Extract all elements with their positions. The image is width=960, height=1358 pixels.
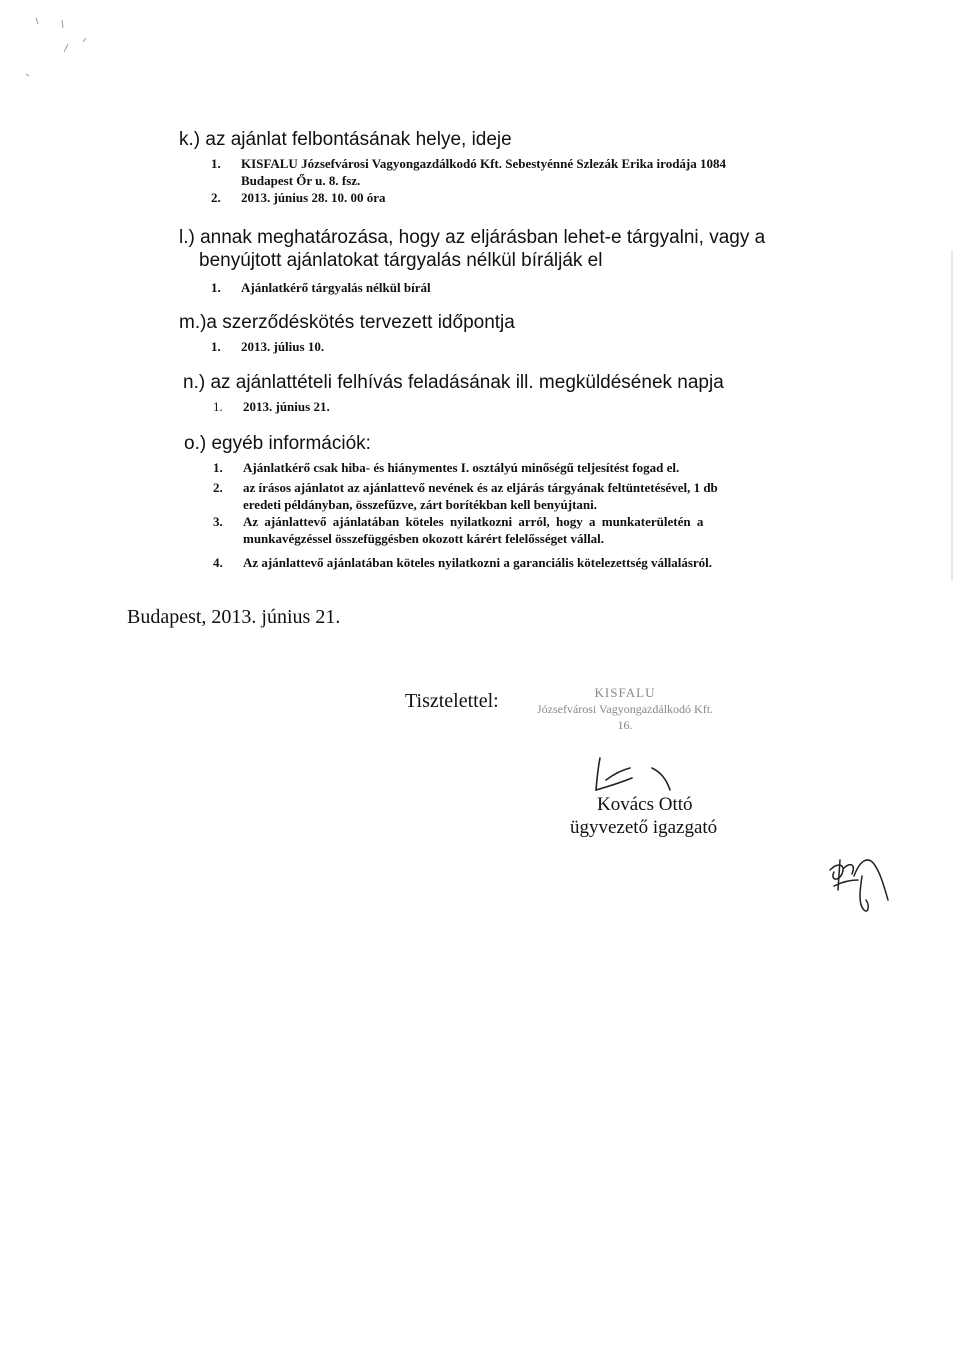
item-number: 1.	[211, 280, 221, 295]
item-number: 2.	[211, 190, 221, 205]
stamp-line-3: 16.	[617, 718, 633, 732]
item-text: 2013. június 28. 10. 00 óra	[241, 190, 386, 205]
place-date: Budapest, 2013. június 21.	[127, 606, 341, 628]
stamp-line-1: KISFALU	[594, 685, 656, 700]
section-o-item-2	[213, 479, 839, 513]
item-number: 1.	[211, 156, 221, 171]
section-o-item-3	[213, 513, 839, 547]
item-text: 2013. július 10.	[241, 339, 325, 354]
item-text-line1: Az ajánlattevő ajánlatában köteles nyilatkozni arról, hogy a munkaterületén a	[243, 514, 704, 529]
signer-title: ügyvezető igazgató	[570, 817, 718, 838]
company-stamp	[510, 684, 740, 733]
item-text-line1: KISFALU Józsefvárosi Vagyongazdálkodó Kft. Sebestyénné Szlezák Erika irodája 1084	[241, 156, 726, 171]
item-number: 1.	[211, 339, 221, 354]
section-k-heading: k.) az ajánlat felbontásának helye, ideje	[179, 129, 512, 150]
initials-scribble	[820, 850, 900, 930]
item-text: Ajánlatkérő tárgyalás nélkül bírál	[241, 280, 431, 295]
stamp-line-2: Józsefvárosi Vagyongazdálkodó Kft.	[536, 702, 714, 716]
item-text-line1: az írásos ajánlatot az ajánlattevő nevének és az eljárás tárgyának feltüntetésével, 1 db	[243, 480, 718, 495]
section-m-item-1	[211, 338, 511, 355]
section-l-item-1	[211, 279, 711, 296]
item-number: 2.	[213, 480, 223, 495]
item-text-line2: Budapest Őr u. 8. fsz.	[241, 173, 361, 188]
section-k-item-1	[211, 155, 851, 189]
signer-name: Kovács Ottó	[597, 794, 693, 815]
item-number: 1.	[213, 460, 223, 475]
item-text: Ajánlatkérő csak hiba- és hiánymentes I. osztályú minőségű teljesítést fogad el.	[243, 460, 680, 475]
item-text: 2013. június 21.	[243, 399, 330, 414]
section-n-item-1	[213, 398, 513, 415]
section-l-heading-line1: l.) annak meghatározása, hogy az eljárásban lehet-e tárgyalni, vagy a	[179, 227, 766, 248]
item-number: 1.	[213, 399, 223, 414]
item-number: 3.	[213, 514, 223, 529]
item-number: 4.	[213, 555, 223, 570]
section-m-heading: m.)a szerződéskötés tervezett időpontja	[179, 312, 515, 333]
section-n-heading: n.) az ajánlattételi felhívás feladásának ill. megküldésének napja	[183, 372, 724, 393]
section-k-item-2	[211, 189, 851, 206]
section-l-heading-line2: benyújtott ajánlatokat tárgyalás nélkül bírálják el	[199, 250, 603, 271]
section-o-item-1	[213, 459, 853, 476]
section-o-item-4	[213, 554, 853, 571]
section-o-heading: o.) egyéb információk:	[184, 433, 371, 454]
item-text: Az ajánlattevő ajánlatában köteles nyilatkozni a garanciális kötelezettség vállalásról.	[243, 555, 713, 570]
closing-salutation: Tisztelettel:	[405, 690, 499, 712]
item-text-line2: eredeti példányban, összefűzve, zárt borítékban kell benyújtani.	[243, 497, 598, 512]
item-text-line2: munkavégzéssel összefüggésben okozott kárért felelősséget vállal.	[243, 531, 605, 546]
